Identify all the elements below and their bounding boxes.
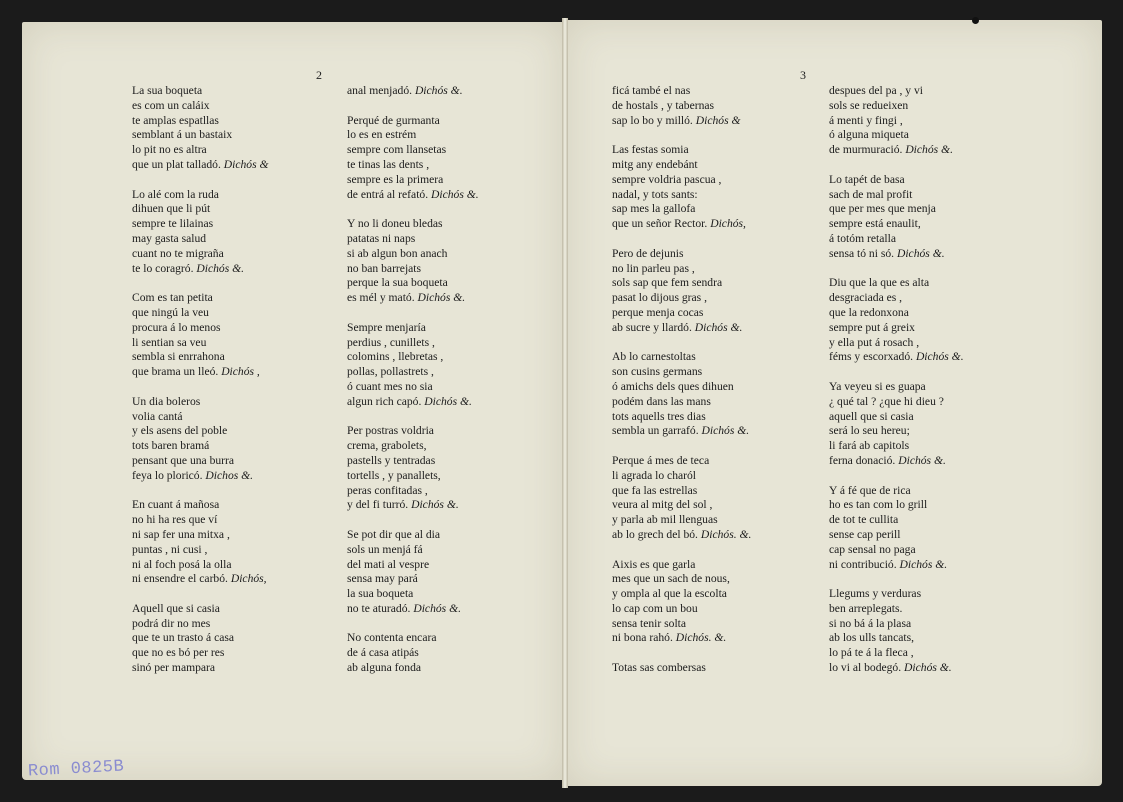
verse-line: cuant no te migraña [132,246,224,260]
verse-line: Com es tan petita [132,291,213,305]
verse-line: lo vi al bodegó. Dichós &. [829,661,952,675]
verse-line: sols un menjá fá [347,542,423,556]
verse-line: No contenta encara [347,631,437,645]
verse-line: ab sucre y llardó. Dichós &. [612,320,743,334]
verse-line: te amplas espatllas [132,113,219,127]
stanza-gap [132,173,269,188]
verse-line: Y á fé que de rica [829,483,911,497]
verse-line: ben arreplegats. [829,601,903,615]
verse-line: podém dans las mans [612,394,711,408]
verse-line: sense cap perill [829,527,901,541]
verse-line: ab alguna fonda [347,661,422,675]
verse-line: perque menja cocas [612,305,704,319]
verse-line: Ab lo carnestoltas [612,350,696,364]
verse-line: de tot te cullita [829,513,899,527]
verse-line: sensa tó ni só. Dichós &. [829,246,945,260]
verse-line: tots aquells tres dias [612,409,706,423]
verse-line: y ompla al que la escolta [612,587,727,601]
verse-line: Perque á mes de teca [612,453,710,467]
verse-line: á totóm retalla [829,231,896,245]
verse-line: no lin parleu pas , [612,261,695,275]
verse-line: ni contribució. Dichós &. [829,557,948,571]
verse-line: veura al mitg del sol , [612,498,713,512]
verse-line: sempre com llansetas [347,143,447,157]
verse-line: sensa may pará [347,572,418,586]
verse-line: Se pot dir que al dia [347,527,441,541]
verse-line: son cusins germans [612,365,703,379]
verse-line: li sentian sa veu [132,335,207,349]
stanza-gap [612,439,751,454]
verse-line: que te un trasto á casa [132,631,235,645]
verse-line: Un dia boleros [132,394,201,408]
verse-line: sempre te lilainas [132,217,214,231]
verse-line: desgraciada es , [829,291,903,305]
verse-line: ó alguna miqueta [829,128,909,142]
left-page [22,22,563,780]
verse-line: te tinas las dents , [347,157,430,171]
stanza-gap [132,484,269,499]
stanza-gap [829,365,964,380]
verse-line: te lo coragró. Dichós &. [132,261,245,275]
verse-line: perque la sua boqueta [347,276,448,290]
verse-line: ni ensendre el carbó. Dichós, [132,572,267,586]
verse-line: lo pit no es altra [132,143,207,157]
verse-line: ni al foch posá la olla [132,557,232,571]
verse-line: sols sap que fem sendra [612,276,723,290]
ink-dot [972,17,979,24]
verse-line: sempre es la primera [347,172,444,186]
stanza-gap [132,380,269,395]
verse-line: Totas sas combersas [612,661,706,675]
verse-line: que ningú la veu [132,305,209,319]
archive-stamp: Rom 0825B [27,757,125,782]
verse-line: La sua boqueta [132,84,203,97]
verse-line: y parla ab mil llenguas [612,513,718,527]
verse-line: sach de mal profit [829,187,913,201]
verse-line: may gasta salud [132,231,207,245]
verse-line: Perqué de gurmanta [347,113,440,127]
verse-line: despues del pa , y vi [829,84,924,97]
stanza-gap [829,262,964,277]
verse-line: tortells , y panallets, [347,468,441,482]
stanza-gap [829,572,964,587]
page-number-left: 2 [316,68,322,82]
verse-line: volia cantá [132,409,183,423]
verse-line: Diu que la que es alta [829,276,930,290]
verse-line: si ab algun bon anach [347,246,448,260]
verse-line: ferna donació. Dichós &. [829,453,946,467]
stanza-gap [132,276,269,291]
verse-line: sempre está enaulit, [829,217,921,231]
verse-line: Pero de dejunis [612,246,684,260]
verse-line: no ban barrejats [347,261,422,275]
right-column-2 [829,84,964,676]
verse-line: Lo tapét de basa [829,172,905,186]
verse-line: cap sensal no paga [829,542,916,556]
verse-line: no te aturadó. Dichós &. [347,601,461,615]
verse-line: sinó per mampara [132,661,216,675]
verse-line: pollas, pollastrets , [347,365,434,379]
verse-line: lo es en estrém [347,128,417,142]
verse-line: li agrada lo charól [612,468,697,482]
verse-line: Sempre menjaría [347,320,426,334]
verse-line: que fa las estrellas [612,483,698,497]
verse-line: anal menjadó. Dichós &. [347,84,463,97]
verse-line: lo pá te á la fleca , [829,646,914,660]
verse-line: que un plat talladó. Dichós & [132,157,269,171]
verse-line: sols se redueixen [829,98,909,112]
verse-line: ab los ulls tancats, [829,631,915,645]
verse-line: ficá també el nas [612,84,691,97]
verse-line: Ya veyeu si es guapa [829,379,926,393]
left-column-2 [347,84,479,676]
verse-line: de á casa atipás [347,646,419,660]
verse-line: á menti y fingi , [829,113,903,127]
verse-line: perdius , cunillets , [347,335,435,349]
verse-line: de entrá al refató. Dichós &. [347,187,479,201]
stanza-gap [347,99,479,114]
verse-line: ho es tan com lo grill [829,498,928,512]
verse-line: del mati al vespre [347,557,430,571]
verse-line: ¿ qué tal ? ¿que hi dieu ? [829,394,944,408]
verse-line: Aixis es que garla [612,557,696,571]
stanza-gap [347,617,479,632]
left-column-1 [132,84,269,676]
verse-line: sembla si enrrahona [132,350,225,364]
stanza-gap [347,202,479,217]
verse-line: aquell que si casia [829,409,914,423]
verse-line: no hi ha res que ví [132,513,218,527]
stanza-gap [612,646,751,661]
verse-line: dihuen que li pút [132,202,211,216]
verse-line: pasat lo dijous gras , [612,291,707,305]
verse-line: li fará ab capitols [829,439,910,453]
stanza-gap [347,306,479,321]
stanza-gap [612,543,751,558]
verse-line: Aquell que si casia [132,601,220,615]
verse-line: será lo seu hereu; [829,424,910,438]
verse-line: ab lo grech del bó. Dichós. &. [612,527,752,541]
verse-line: si no bá á la plasa [829,616,912,630]
stanza-gap [132,587,269,602]
stanza-gap [612,232,751,247]
verse-line: ni bona rahó. Dichós. &. [612,631,727,645]
verse-line: que un señor Rector. Dichós, [612,217,746,231]
verse-line: sap mes la gallofa [612,202,696,216]
verse-line: Y no li doneu bledas [347,217,443,231]
verse-line: Lo alé com la ruda [132,187,219,201]
verse-line: es com un caláix [132,98,210,112]
verse-line: pastells y tentradas [347,453,436,467]
verse-line: féms y escorxadó. Dichós &. [829,350,964,364]
verse-line: tots baren bramá [132,439,210,453]
verse-line: sap lo bo y milló. Dichós & [612,113,741,127]
verse-line: pensant que una burra [132,453,235,467]
verse-line: lo cap com un bou [612,601,698,615]
page-fold [562,18,568,788]
verse-line: colomins , llebretas , [347,350,444,364]
verse-line: semblant á un bastaix [132,128,233,142]
verse-line: Per postras voldria [347,424,434,438]
verse-line: sempre voldria pascua , [612,172,722,186]
verse-line: sembla un garrafó. Dichós &. [612,424,750,438]
verse-line: feya lo ploricó. Dichos &. [132,468,254,482]
verse-line: peras confitadas , [347,483,428,497]
verse-line: de hostals , y tabernas [612,98,715,112]
stanza-gap [347,513,479,528]
verse-line: y del fi turró. Dichós &. [347,498,459,512]
stanza-gap [829,158,964,173]
verse-line: puntas , ni cusi , [132,542,208,556]
verse-line: Las festas somia [612,143,689,157]
verse-line: ó amichs dels ques dihuen [612,379,734,393]
verse-line: y ella put á rosach , [829,335,920,349]
page-number-right: 3 [800,68,806,82]
verse-line: que no es bó per res [132,646,225,660]
verse-line: mitg any endebánt [612,157,698,171]
verse-line: y els asens del poble [132,424,228,438]
right-column-1 [612,84,751,676]
verse-line: mes que un sach de nous, [612,572,730,586]
verse-line: Llegums y verduras [829,587,922,601]
verse-line: ni sap fer una mitxa , [132,527,230,541]
verse-line: crema, grabolets, [347,439,427,453]
verse-line: que brama un lleó. Dichós , [132,365,260,379]
verse-line: la sua boqueta [347,587,414,601]
verse-line: que per mes que menja [829,202,936,216]
verse-line: En cuant á mañosa [132,498,220,512]
verse-line: nadal, y tots sants: [612,187,698,201]
verse-line: que la redonxona [829,305,909,319]
stanza-gap [612,336,751,351]
stanza-gap [612,128,751,143]
verse-line: sempre put á greix [829,320,915,334]
stanza-gap [347,410,479,425]
stanza-gap [829,469,964,484]
verse-line: algun rich capó. Dichós &. [347,394,472,408]
verse-line: ó cuant mes no sia [347,379,433,393]
verse-line: de murmuració. Dichós &. [829,143,953,157]
verse-line: procura á lo menos [132,320,221,334]
verse-line: patatas ni naps [347,231,416,245]
verse-line: podrá dir no mes [132,616,211,630]
verse-line: es mél y mató. Dichós &. [347,291,466,305]
verse-line: sensa tenir solta [612,616,687,630]
